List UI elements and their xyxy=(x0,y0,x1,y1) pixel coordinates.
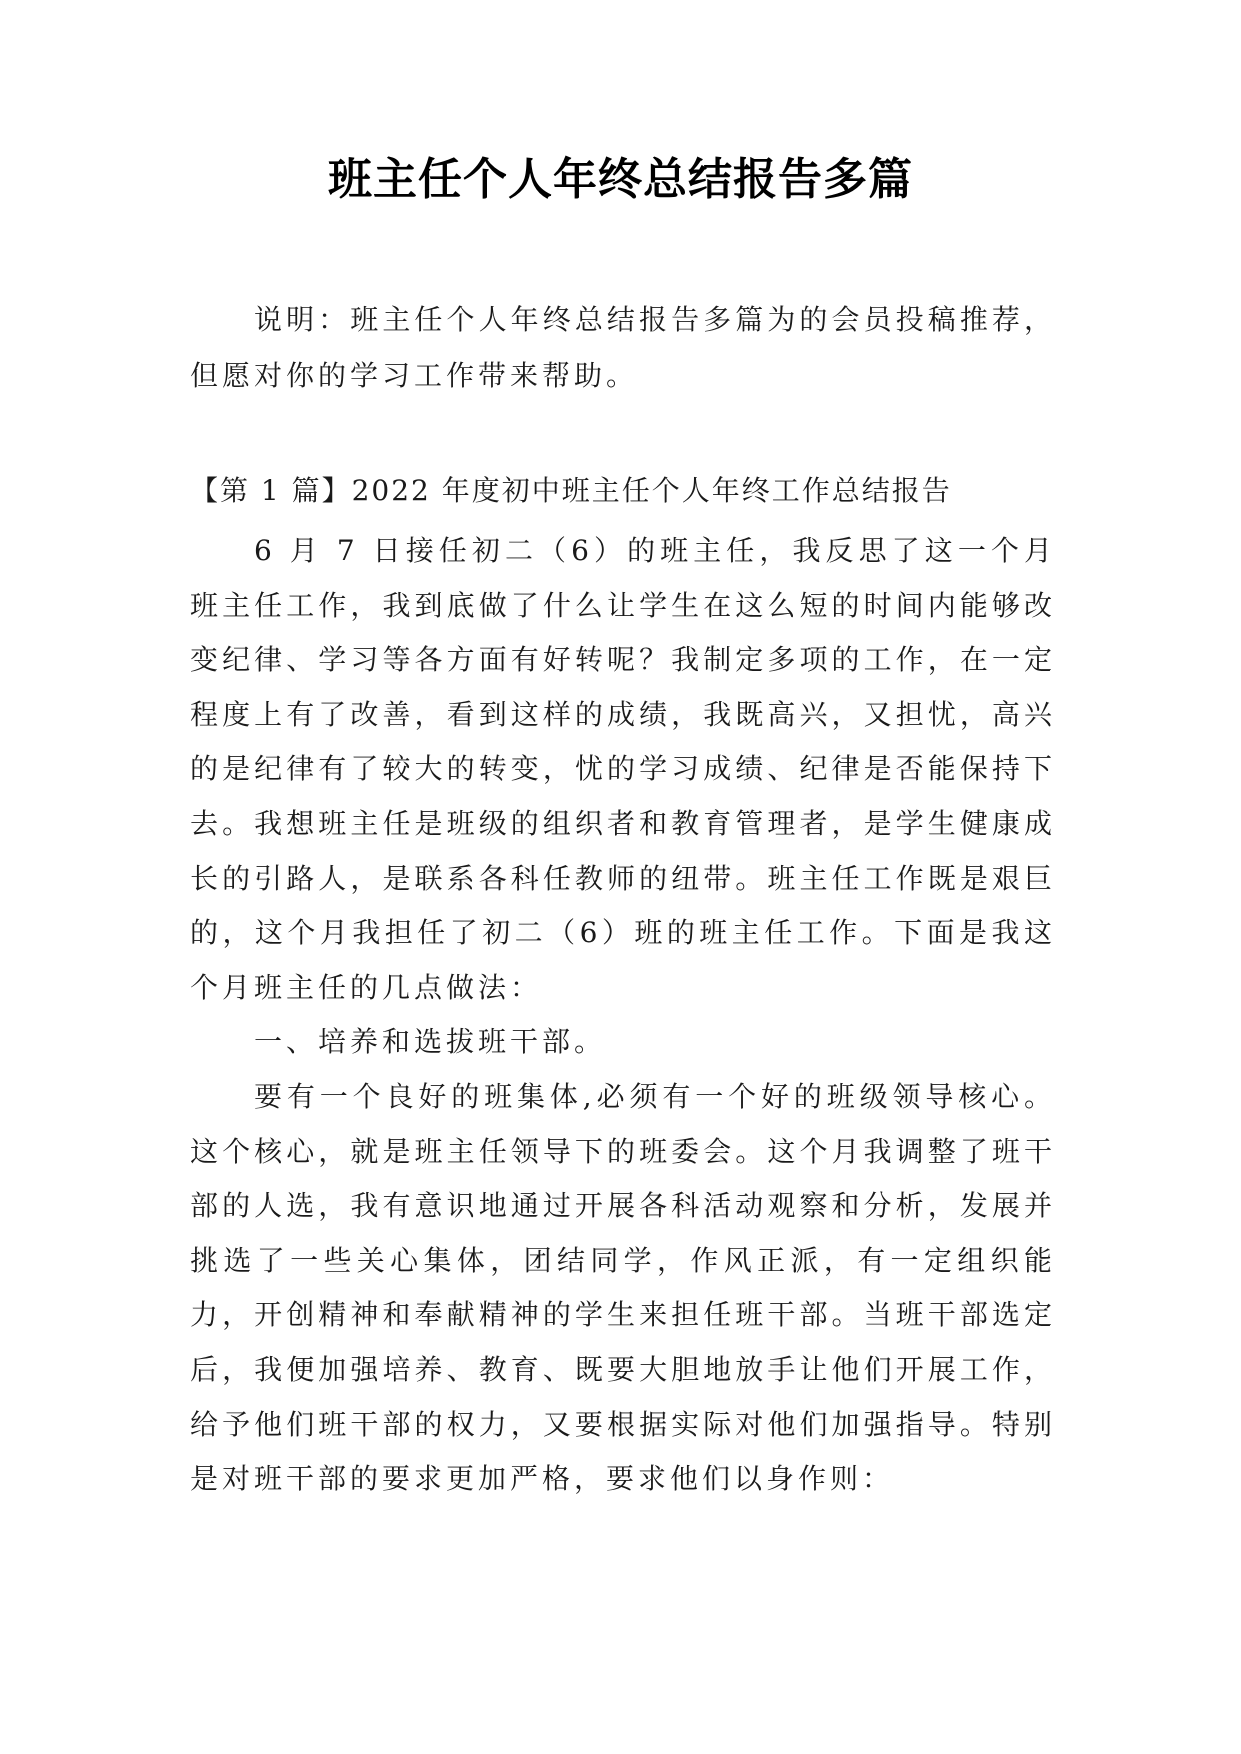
article-body xyxy=(190,524,1056,1507)
document-title: 班主任个人年终总结报告多篇 xyxy=(328,154,913,205)
body-paragraph: 6 月 7 日接任初二（6）的班主任，我反思了这一个月班主任工作，我到底做了什么让学生在这么短的时间内能够改变纪律、学习等各方面有好转呢？我制定多项的工作，在一定程度上有了改善，看到这样的成绩，我既高兴，又担忧，高兴的是纪律有了较大的转变，忧的学习成绩、纪律是否能保持下去。我想班主任是班级的组织者和教育管理者，是学生健康成长的引路人，是联系各科任教师的纽带。班主任工作既是艰巨的，这个月我担任了初二（6）班的班主任工作。下面是我这个月班主任的几点做法： xyxy=(190,534,1056,1004)
body-paragraph: 要有一个良好的班集体,必须有一个好的班级领导核心。这个核心，就是班主任领导下的班委会。这个月我调整了班干部的人选，我有意识地通过开展各科活动观察和分析，发展并挑选了一些关心集体，团结同学，作风正派，有一定组织能力，开创精神和奉献精神的学生来担任班干部。当班干部选定后，我便加强培养、教育、既要大胆地放手让他们开展工作，给予他们班干部的权力，又要根据实际对他们加强指导。特别是对班干部的要求更加严格，要求他们以身作则： xyxy=(190,1079,1056,1496)
section-heading: 一、培养和选拔班干部。 xyxy=(254,1025,607,1059)
article-heading: 【第 1 篇】2022 年度初中班主任个人年终工作总结报告 xyxy=(190,474,952,507)
intro-note: 说明：班主任个人年终总结报告多篇为的会员投稿推荐，但愿对你的学习工作带来帮助。 xyxy=(190,303,1056,392)
